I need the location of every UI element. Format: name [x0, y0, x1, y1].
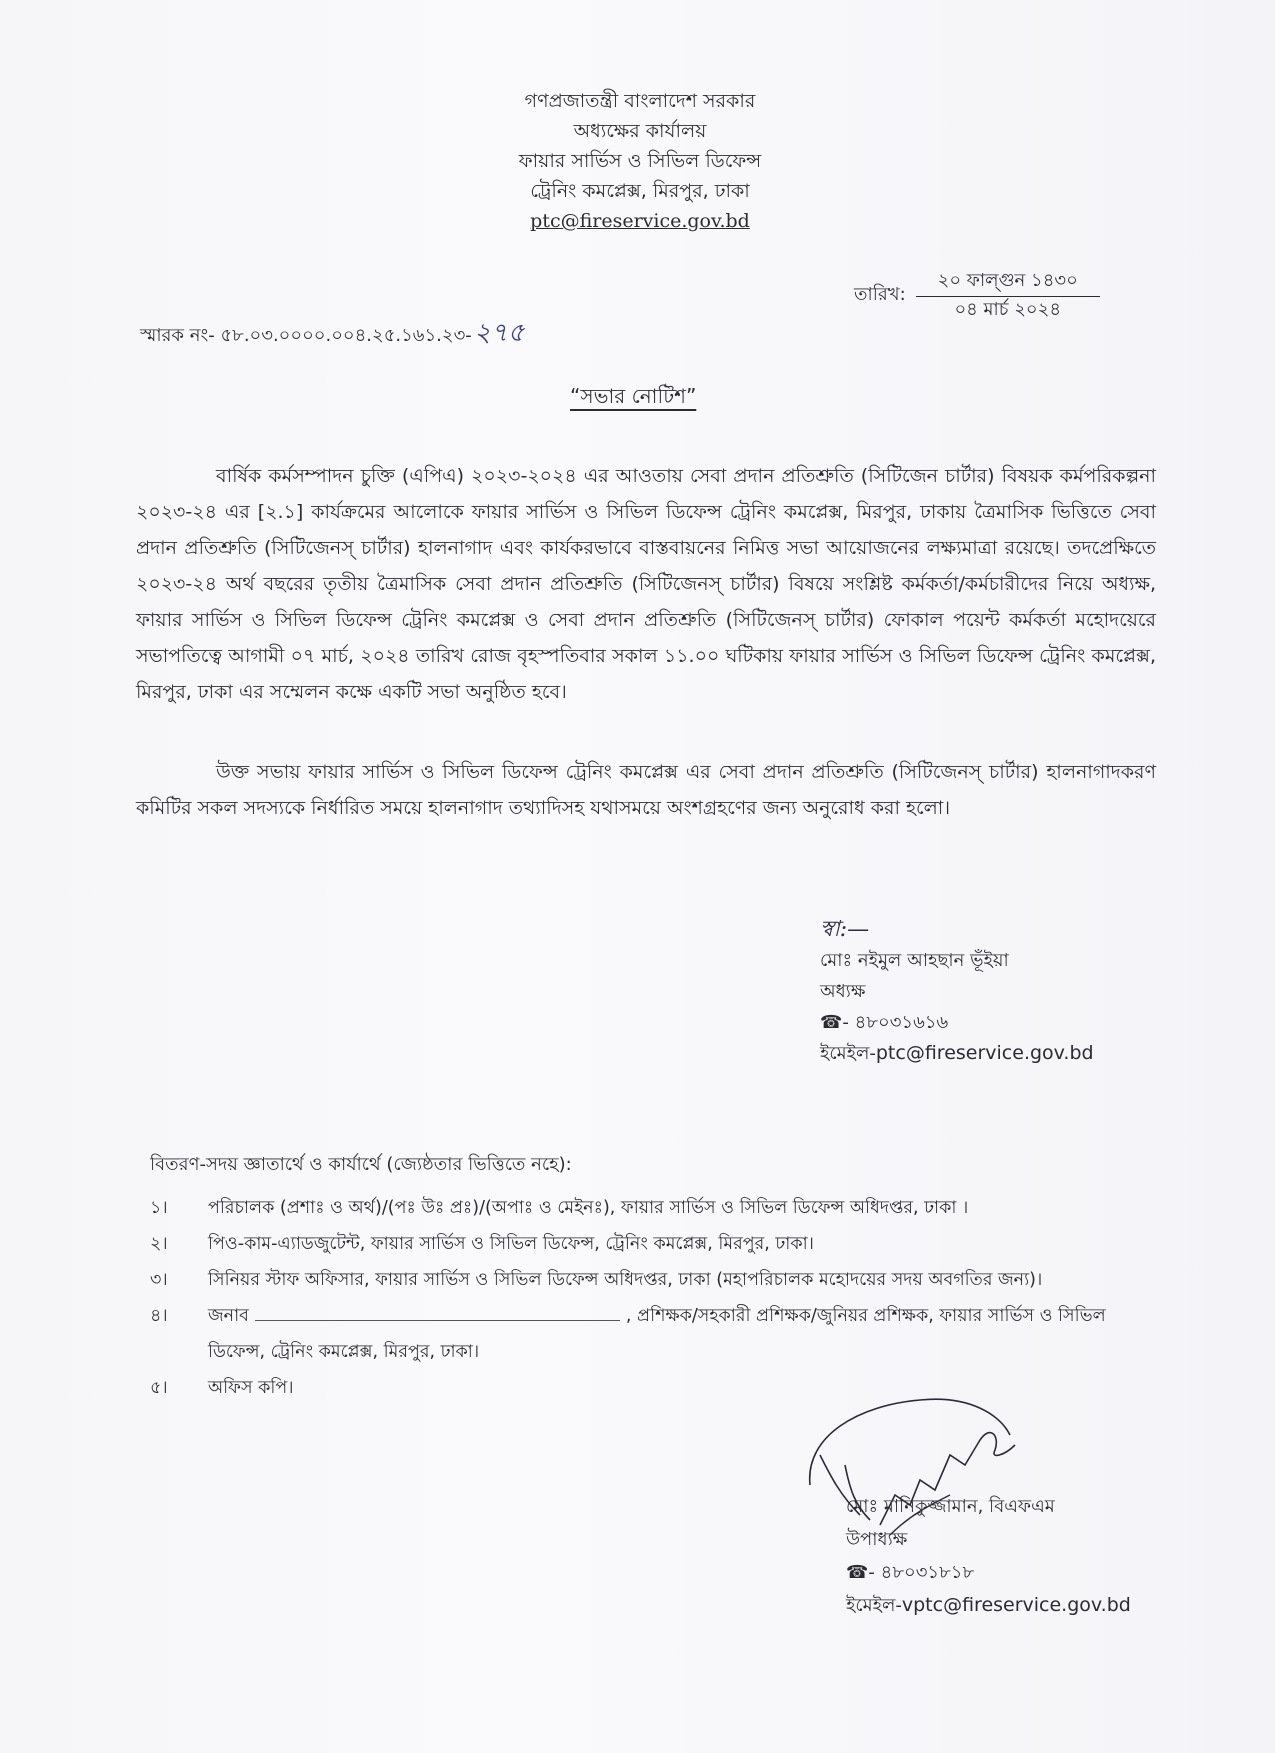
distribution-list: [150, 1190, 1160, 1406]
header-address: ট্রেনিং কমপ্লেক্স, মিরপুর, ঢাকা: [530, 180, 750, 202]
telephone-icon: ☎: [846, 1562, 869, 1583]
body-paragraph-2: উক্ত সভায় ফায়ার সার্ভিস ও সিভিল ডিফেন্স ট্রেনিং কমপ্লেক্স এর সেবা প্রদান প্রতিশ্রুতি (সিটিজেনস্ চার্টার) হালনাগাদকরণ কমিটির সকল সদস্যকে নির্ধারিত সময়ে হালনাগাদ তথ্যাদিসহ যথাসময়ে অংশগ্রহণের জন্য অনুরোধ করা হলো।: [136, 761, 1156, 819]
list-item: ২। পিও-কাম-এ্যাডজুটেন্ট, ফায়ার সার্ভিস ও সিভিল ডিফেন্স, ট্রেনিং কমপ্লেক্স, মিরপুর, ঢাকা।: [150, 1234, 814, 1254]
signatory-email: ইমেইল-ptc@fireservice.gov.bd: [820, 1042, 1094, 1064]
list-item: ৫। অফিস কপি।: [150, 1378, 294, 1398]
signatory-phone: ☎- ৪৮০৩১৮১৮: [846, 1562, 975, 1583]
notice-title: “সভার নোটিশ”: [570, 384, 697, 408]
header-office: অধ্যক্ষের কার্যালয়: [573, 120, 707, 142]
signatory-phone: ☎- ৪৮০৩১৬১৬: [820, 1012, 949, 1033]
signatory-name: মোঃ মানিকুজ্জামান, বিএফএম: [846, 1496, 1055, 1517]
letterhead: [380, 86, 900, 236]
body-paragraph-1: বার্ষিক কর্মসম্পাদন চুক্তি (এপিএ) ২০২৩-২০২৪ এর আওতায় সেবা প্রদান প্রতিশ্রুতি (সিটিজেন চার্টার) বিষয়ক কর্মপরিকল্পনা ২০২৩-২৪ এর [২.১] কার্যক্রমের আলোকে ফায়ার সার্ভিস ও সিভিল ডিফেন্স ট্রেনিং কমপ্লেক্স, মিরপুর, ঢাকায় ত্রৈমাসিক ভিত্তিতে সেবা প্রদান প্রতিশ্রুতি (সিটিজেনস্ চার্টার) হালনাগাদ এবং কার্যকরভাবে বাস্তবায়নের নিমিত্ত সভা আয়োজনের লক্ষ্যমাত্রা রয়েছে। তদপ্রেক্ষিতে ২০২৩-২৪ অর্থ বছরের তৃতীয় ত্রৈমাসিক সেবা প্রদান প্রতিশ্রুতি (সিটিজেনস্ চার্টার) বিষয়ে সংশ্লিষ্ট কর্মকর্তা/কর্মচারীদের নিয়ে অধ্যক্ষ, ফায়ার সার্ভিস ও সিভিল ডিফেন্স ট্রেনিং কমপ্লেক্স ও সেবা প্রদান প্রতিশ্রুতি (সিটিজেনস্ চার্টার) ফোকাল পয়েন্ট কর্মকর্তা মহোদয়েরে সভাপতিত্বে আগামী ০৭ মার্চ, ২০২৪ তারিখ রোজ বৃহস্পতিবার সকাল ১১.০০ ঘটিকায় ফায়ার সার্ভিস ও সিভিল ডিফেন্স ট্রেনিং কমপ্লেক্স, মিরপুর, ঢাকা এর সম্মেলন কক্ষে একটি সভা অনুষ্ঠিত হবে।: [136, 465, 1156, 703]
memo-handwritten-number: ২৭৫: [473, 318, 525, 348]
signature-block-vice-principal: [846, 1490, 1131, 1622]
distribution-heading: বিতরণ-সদয় জ্ঞাতার্থে ও কার্যার্থে (জ্যেষ্ঠতার ভিত্তিতে নহে):: [150, 1154, 572, 1175]
signature-mark: স্বা:—: [820, 917, 870, 942]
header-government: গণপ্রজাতন্ত্রী বাংলাদেশ সরকার: [524, 90, 756, 112]
signatory-designation: উপাধ্যক্ষ: [846, 1529, 908, 1550]
header-email: ptc@fireservice.gov.bd: [530, 210, 750, 232]
list-item: ৪। জনাব , প্রশিক্ষক/সহকারী প্রশিক্ষক/জুনিয়র প্রশিক্ষক, ফায়ার সার্ভিস ও সিভিল ডিফেন্স, ট্রেনিং কমপ্লেক্স, মিরপুর, ঢাকা।: [150, 1298, 1160, 1370]
header-department: ফায়ার সার্ভিস ও সিভিল ডিফেন্স: [518, 150, 762, 172]
memo-label: স্মারক নং- ৫৮.০৩.০০০০.০০৪.২৫.১৬১.২৩-: [140, 325, 472, 346]
date-gregorian: ০৪ মার্চ ২০২৪: [954, 299, 1061, 320]
list-item: ৩। সিনিয়র স্টাফ অফিসার, ফায়ার সার্ভিস ও সিভিল ডিফেন্স অধিদপ্তর, ঢাকা (মহাপরিচালক মহোদয়ের সদয় অবগতির জন্য)।: [150, 1270, 1043, 1290]
list-item: ১। পরিচালক (প্রশাঃ ও অর্থ)/(পঃ উঃ প্রঃ)/(অপাঃ ও মেইনঃ), ফায়ার সার্ভিস ও সিভিল ডিফেন্স অধিদপ্তর, ঢাকা ।: [150, 1198, 969, 1218]
signatory-designation: অধ্যক্ষ: [820, 981, 866, 1002]
date-label: তারিখ:: [854, 284, 906, 305]
date-bangla: ২০ ফাল্গুন ১৪৩০: [916, 268, 1100, 297]
telephone-icon: ☎: [820, 1012, 843, 1033]
signature-block-principal: [820, 914, 1094, 1069]
name-blank-line: [255, 1302, 620, 1321]
signatory-email: ইমেইল-vptc@fireservice.gov.bd: [846, 1594, 1131, 1616]
signatory-name: মোঃ নইমুল আহছান ভূঁইয়া: [820, 950, 1009, 971]
memo-number: [140, 312, 525, 356]
date-block: [854, 268, 1100, 323]
